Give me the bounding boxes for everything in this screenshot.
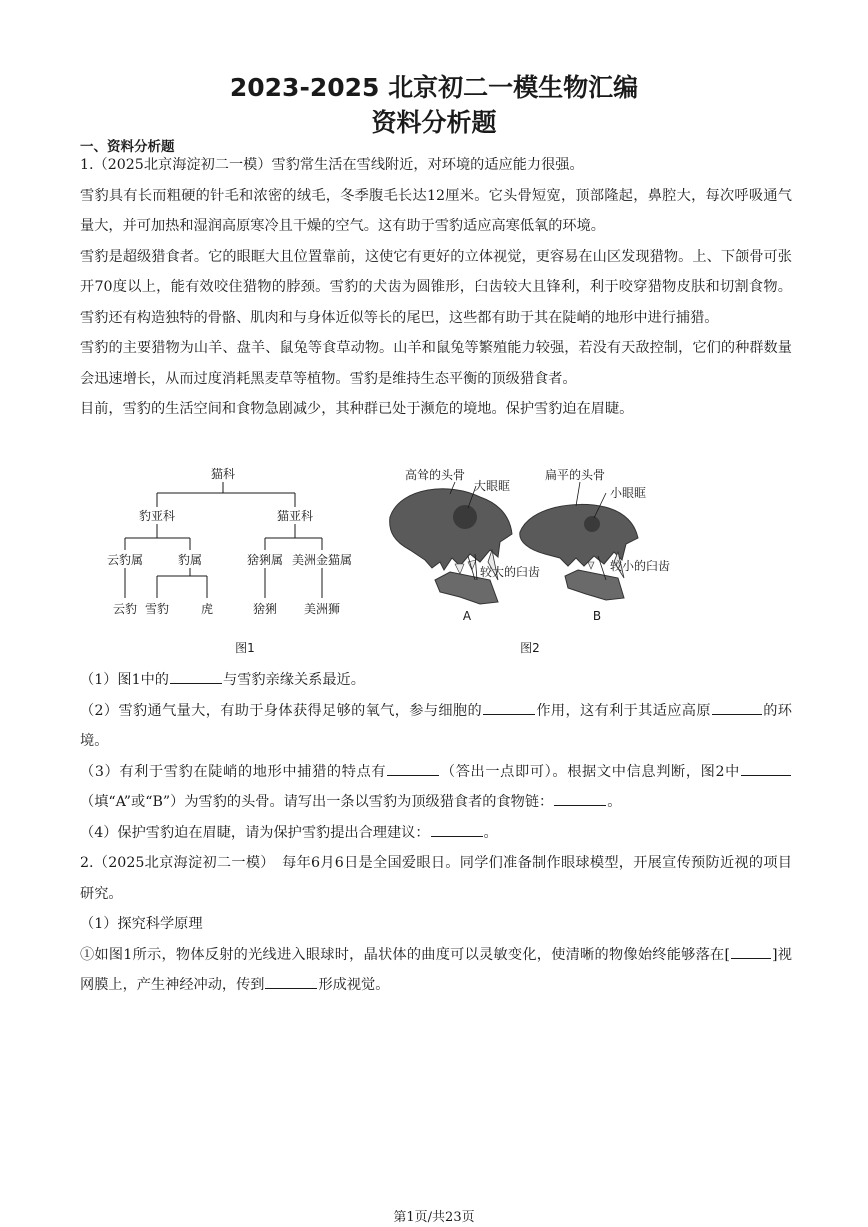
answer-blank[interactable]	[265, 974, 317, 989]
answer-blank[interactable]	[431, 822, 483, 837]
tree-genus-2: 豹属	[177, 553, 203, 567]
question-2-text	[80, 848, 792, 1001]
q1-sub-4: （4）保护雪豹迫在眉睫，请为保护雪豹提出合理建议： 。	[80, 818, 792, 849]
q2-sub-1: （1）探究科学原理	[80, 916, 203, 932]
q2-intro: 2.（2025北京海淀初二一模） 每年6月6日是全国爱眼日。同学们准备制作眼球模型，开展宣传预防近视的项目研究。	[80, 855, 792, 902]
tree-genus-4: 美洲金猫属	[291, 553, 353, 567]
answer-blank[interactable]	[387, 761, 439, 776]
q1-paragraph-2: 雪豹是超级猎食者。它的眼眶大且位置靠前，这使它有更好的立体视觉，更容易在山区发现猎物。上、下颌骨可张开70度以上，能有效咬住猎物的脖颈。雪豹的犬齿为圆锥形，臼齿较大且锋利，利于咬穿猎物皮肤和切割食物。雪豹还有构造独特的骨骼、肌肉和与身体近似等长的尾巴，这些都有助于其在陡峭的地形中进行捕猎。	[80, 248, 792, 326]
tree-species-4: 猞猁	[252, 602, 278, 616]
question-1-text	[80, 150, 792, 425]
answer-blank[interactable]	[483, 700, 535, 715]
q1-sub-1: （1）图1中的 与雪豹亲缘关系最近。	[80, 665, 792, 696]
q1-paragraph-1: 雪豹具有长而粗硬的针毛和浓密的绒毛，冬季腹毛长达12厘米。它头骨短宽，顶部隆起，鼻腔大，每次呼吸通气量大，并可加热和湿润高原寒冷且干燥的空气。这有助于雪豹适应高寒低氧的环境。	[80, 187, 792, 234]
page-title: 2023-2025 北京初二一模生物汇编	[229, 73, 639, 102]
skull-a-letter: A	[462, 609, 472, 623]
q2-item-1: ①如图1所示，物体反射的光线进入眼球时，晶状体的曲度可以灵敏变化，使清晰的物像始终能够落在[ ]视网膜上，产生神经冲动，传到 形成视觉。	[80, 940, 792, 1001]
tree-genus-1: 云豹属	[106, 553, 144, 567]
tree-species-5: 美洲狮	[303, 602, 341, 616]
q1-sub-3: （3）有利于雪豹在陡峭的地形中捕猎的特点有 （答出一点即可）。根据文中信息判断，图2中（填“A”或“B”）为雪豹的头骨。请写出一条以雪豹为顶级猎食者的食物链： 。	[80, 757, 792, 818]
section-title: 一、资料分析题	[80, 139, 175, 155]
skull-a-label-teeth: 较大的臼齿	[479, 565, 541, 579]
q1-paragraph-3: 雪豹的主要猎物为山羊、盘羊、鼠兔等食草动物。山羊和鼠兔等繁殖能力较强，若没有天敌控制，它们的种群数量会迅速增长，从而过度消耗黑麦草等植物。雪豹是维持生态平衡的顶级猎食者。	[80, 340, 792, 387]
tree-species-1: 云豹	[112, 602, 138, 616]
skull-a-label-top: 高耸的头骨	[404, 468, 466, 482]
tree-species-3: 虎	[200, 602, 214, 616]
tree-subfamily-2: 猫亚科	[276, 509, 314, 523]
question-1-subquestions	[80, 665, 792, 848]
q1-sub-2: （2）雪豹通气量大，有助于身体获得足够的氧气，参与细胞的 作用，这有利于其适应高原 的环境。	[80, 696, 792, 757]
skull-b-illustration	[520, 504, 638, 600]
answer-blank[interactable]	[741, 761, 791, 776]
figure-2-caption: 图2	[520, 641, 540, 655]
skull-b-label-eye: 小眼眶	[609, 486, 647, 500]
answer-blank[interactable]	[731, 944, 771, 959]
tree-species-2: 雪豹	[144, 602, 170, 616]
answer-blank[interactable]	[712, 700, 762, 715]
tree-subfamily-1: 豹亚科	[138, 509, 176, 523]
skull-b-label-top: 扁平的头骨	[544, 468, 606, 482]
page-footer: 第1页/共23页	[393, 1210, 475, 1225]
answer-blank[interactable]	[170, 669, 222, 684]
skull-b-label-teeth: 较小的臼齿	[609, 559, 671, 573]
figure-2-skulls	[380, 462, 700, 662]
skull-a-label-eye: 大眼眶	[473, 479, 511, 493]
skull-a-illustration	[390, 489, 512, 604]
skull-b-letter: B	[592, 609, 602, 623]
figure-1-classification-tree	[95, 462, 375, 662]
tree-genus-3: 猞猁属	[246, 553, 284, 567]
page-subtitle: 资料分析题	[371, 108, 497, 137]
answer-blank[interactable]	[554, 791, 606, 806]
q1-intro: 1.（2025北京海淀初二一模）雪豹常生活在雪线附近，对环境的适应能力很强。	[80, 157, 584, 173]
figure-1-caption: 图1	[235, 641, 255, 655]
tree-root: 猫科	[210, 467, 236, 481]
q1-paragraph-4: 目前，雪豹的生活空间和食物急剧减少，其种群已处于濒危的境地。保护雪豹迫在眉睫。	[80, 401, 634, 417]
